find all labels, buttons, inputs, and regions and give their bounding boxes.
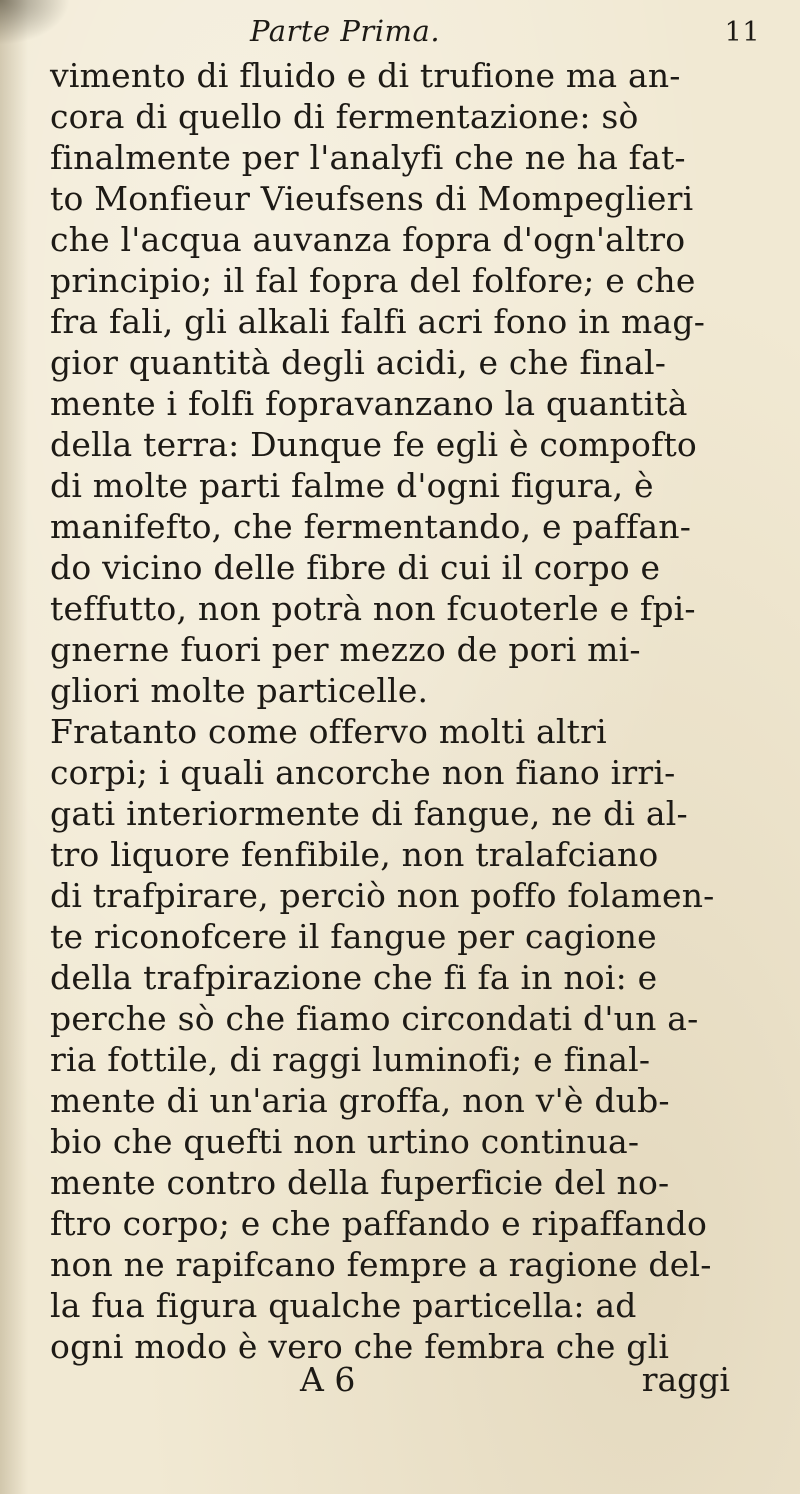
text-line: gati interiormente di fangue, ne di al- bbox=[50, 794, 688, 833]
text-line: che l'acqua auvanza fopra d'ogn'altro bbox=[50, 220, 686, 259]
text-line: di molte parti falme d'ogni figura, è bbox=[50, 466, 654, 505]
footer-catchline bbox=[60, 1360, 740, 1399]
text-line: cora di quello di fermentazione: sò bbox=[50, 97, 639, 136]
text-line: tro liquore fenfibile, non tralafciano bbox=[50, 835, 659, 874]
text-line: gliori molte particelle. bbox=[50, 671, 429, 710]
text-line: non ne rapifcano fempre a ragione del- bbox=[50, 1245, 712, 1284]
page-number: 11 bbox=[724, 17, 760, 48]
page-gutter-shadow bbox=[0, 0, 28, 1494]
text-line: bio che quefti non urtino continua- bbox=[50, 1122, 640, 1161]
text-line: te riconofcere il fangue per cagione bbox=[50, 917, 657, 956]
text-line: gnerne fuori per mezzo de pori mi- bbox=[50, 630, 641, 669]
text-line: principio; il fal fopra del folfore; e che bbox=[50, 261, 696, 300]
page-corner-shadow bbox=[0, 0, 70, 45]
text-line: mente di un'aria groffa, non v'è dub- bbox=[50, 1081, 670, 1120]
running-head bbox=[240, 14, 760, 48]
text-line: do vicino delle fibre di cui il corpo e bbox=[50, 548, 661, 587]
text-line: della terra: Dunque fe egli è compofto bbox=[50, 425, 697, 464]
text-line: di trafpirare, perciò non poffo folamen- bbox=[50, 876, 715, 915]
text-line: mente contro della fuperficie del no- bbox=[50, 1163, 670, 1202]
text-line: corpi; i quali ancorche non fiano irri- bbox=[50, 753, 676, 792]
signature-mark: A 6 bbox=[300, 1360, 356, 1399]
text-line: finalmente per l'analyfi che ne ha fat- bbox=[50, 138, 686, 177]
text-line: ogni modo è vero che fembra che gli bbox=[50, 1327, 670, 1366]
text-line: perche sò che fiamo circondati d'un a- bbox=[50, 999, 699, 1038]
text-line: fra fali, gli alkali falfi acri fono in mag- bbox=[50, 302, 706, 341]
text-line: ria fottile, di raggi luminofi; e final- bbox=[50, 1040, 651, 1079]
text-line: manifefto, che fermentando, e paffan- bbox=[50, 507, 692, 546]
text-line: Fratanto come offervo molti altri bbox=[50, 712, 607, 751]
text-line: vimento di fluido e di trufione ma an- bbox=[50, 56, 681, 95]
catchword: raggi bbox=[641, 1360, 730, 1399]
text-line: ftro corpo; e che paffando e ripaffando bbox=[50, 1204, 708, 1243]
text-line: mente i folfi fopravanzano la quantità bbox=[50, 384, 688, 423]
body-text bbox=[50, 55, 780, 1367]
text-line: to Monfieur Vieufsens di Mompeglieri bbox=[50, 179, 694, 218]
running-title: Parte Prima. bbox=[250, 14, 441, 48]
text-line: teffutto, non potrà non fcuoterle e fpi- bbox=[50, 589, 696, 628]
text-line: della trafpirazione che fi fa in noi: e bbox=[50, 958, 658, 997]
text-line: la fua figura qualche particella: ad bbox=[50, 1286, 637, 1325]
text-line: gior quantità degli acidi, e che final- bbox=[50, 343, 667, 382]
